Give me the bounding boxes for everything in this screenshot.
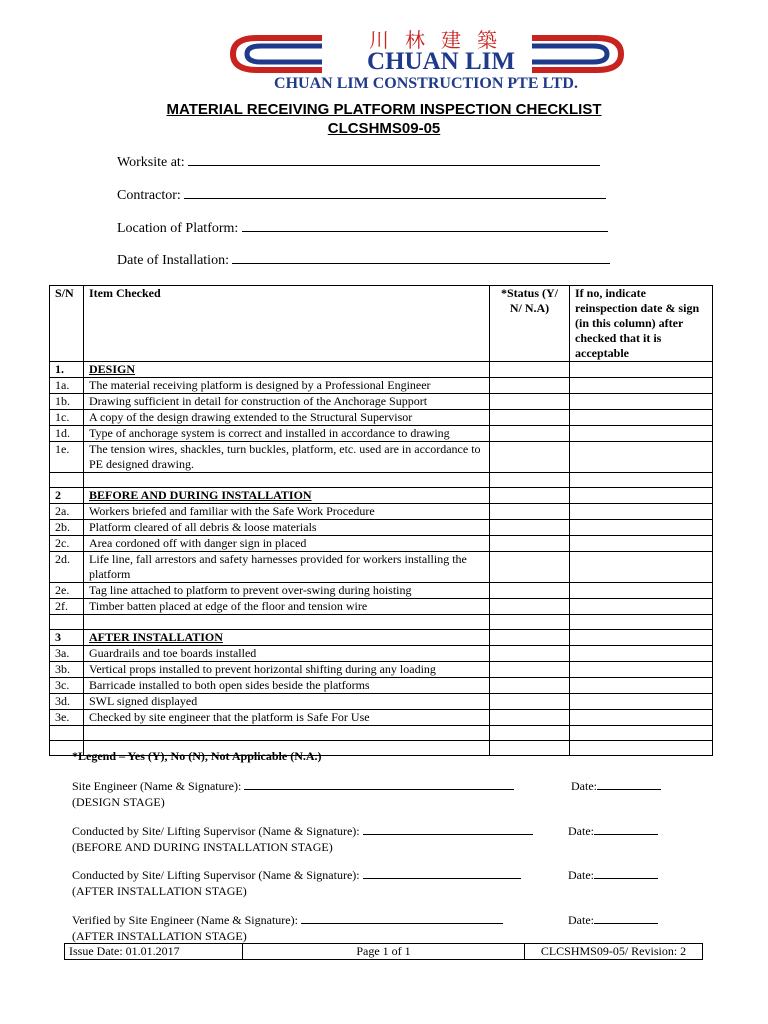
reinspection-cell[interactable] <box>570 662 713 678</box>
status-cell[interactable] <box>490 378 570 394</box>
status-cell[interactable] <box>490 442 570 473</box>
reinspection-cell[interactable] <box>570 630 713 646</box>
header-status: *Status (Y/ N/ N.A) <box>490 286 570 362</box>
status-cell[interactable] <box>490 710 570 726</box>
signature-label: Site Engineer (Name & Signature): <box>72 779 242 793</box>
row-item: The tension wires, shackles, turn buckles, platform, etc. used are in accordance to PE designed drawing. <box>84 442 490 473</box>
header-item-checked: Item Checked <box>84 286 490 362</box>
contractor-field[interactable] <box>117 186 606 204</box>
date-label: Date: <box>571 779 597 793</box>
location-input-line[interactable] <box>242 219 608 232</box>
worksite-input-line[interactable] <box>188 153 600 166</box>
status-cell[interactable] <box>490 362 570 378</box>
row-item: Platform cleared of all debris & loose materials <box>84 520 490 536</box>
blank-row <box>50 473 713 488</box>
row-sn <box>50 473 84 488</box>
status-cell[interactable] <box>490 646 570 662</box>
row-item: Life line, fall arrestors and safety harnesses provided for workers installing the platform <box>84 552 490 583</box>
reinspection-cell[interactable] <box>570 426 713 442</box>
row-item: A copy of the design drawing extended to the Structural Supervisor <box>84 410 490 426</box>
row-sn: 1c. <box>50 410 84 426</box>
signature-line[interactable] <box>363 823 533 835</box>
reinspection-cell[interactable] <box>570 394 713 410</box>
row-item: Guardrails and toe boards installed <box>84 646 490 662</box>
location-field[interactable] <box>117 219 608 237</box>
reinspection-cell[interactable] <box>570 504 713 520</box>
reinspection-cell[interactable] <box>570 520 713 536</box>
date-label: Date: <box>568 868 594 882</box>
document-footer <box>64 943 703 960</box>
section-title-cell <box>84 362 490 378</box>
date-field-before-during[interactable] <box>568 823 658 839</box>
table-row <box>50 662 713 678</box>
logo-company-name: CHUAN LIM CONSTRUCTION PTE LTD. <box>274 75 578 92</box>
row-sn: 3 <box>50 630 84 646</box>
signature-label: Conducted by Site/ Lifting Supervisor (Name & Signature): <box>72 868 360 882</box>
reinspection-cell[interactable] <box>570 678 713 694</box>
section-row <box>50 488 713 504</box>
table-row <box>50 504 713 520</box>
stage-label: (AFTER INSTALLATION STAGE) <box>72 884 247 898</box>
date-installation-label: Date of Installation: <box>117 253 229 268</box>
reinspection-cell[interactable] <box>570 378 713 394</box>
status-cell[interactable] <box>490 662 570 678</box>
date-installation-input-line[interactable] <box>232 251 610 264</box>
reinspection-cell[interactable] <box>570 710 713 726</box>
row-item: Type of anchorage system is correct and installed in accordance to drawing <box>84 426 490 442</box>
reinspection-cell[interactable] <box>570 488 713 504</box>
status-legend: *Legend – Yes (Y), No (N), Not Applicable (N.A.) <box>72 749 322 763</box>
table-row <box>50 710 713 726</box>
signature-block-design[interactable] <box>72 778 514 810</box>
table-row <box>50 520 713 536</box>
date-field-design[interactable] <box>571 778 661 794</box>
row-item: Area cordoned off with danger sign in placed <box>84 536 490 552</box>
row-item <box>84 726 490 741</box>
status-cell[interactable] <box>490 520 570 536</box>
section-row <box>50 630 713 646</box>
status-cell[interactable] <box>490 583 570 599</box>
row-sn: 2b. <box>50 520 84 536</box>
stage-label: (BEFORE AND DURING INSTALLATION STAGE) <box>72 840 333 854</box>
status-cell[interactable] <box>490 536 570 552</box>
row-item <box>84 473 490 488</box>
logo-name: CHUAN LIM <box>367 48 515 75</box>
status-cell[interactable] <box>490 599 570 615</box>
issue-date: Issue Date: 01.01.2017 <box>65 944 243 960</box>
stage-label: (DESIGN STAGE) <box>72 795 165 809</box>
reinspection-cell[interactable] <box>570 362 713 378</box>
reinspection-cell[interactable] <box>570 646 713 662</box>
status-cell[interactable] <box>490 726 570 741</box>
date-label: Date: <box>568 913 594 927</box>
section-title: BEFORE AND DURING INSTALLATION <box>89 488 312 502</box>
header-remarks: If no, indicate reinspection date & sign (in this column) after checked that it is acceptable <box>570 286 713 362</box>
row-sn: 1d. <box>50 426 84 442</box>
reinspection-cell[interactable] <box>570 694 713 710</box>
table-row <box>50 552 713 583</box>
status-cell[interactable] <box>490 504 570 520</box>
stage-label: (AFTER INSTALLATION STAGE) <box>72 929 247 943</box>
row-item: Workers briefed and familiar with the Safe Work Procedure <box>84 504 490 520</box>
status-cell[interactable] <box>490 552 570 583</box>
table-row <box>50 599 713 615</box>
row-item: The material receiving platform is designed by a Professional Engineer <box>84 378 490 394</box>
reinspection-cell[interactable] <box>570 583 713 599</box>
reinspection-cell[interactable] <box>570 552 713 583</box>
row-item <box>84 615 490 630</box>
table-row <box>50 646 713 662</box>
row-sn: 3a. <box>50 646 84 662</box>
revision-code: CLCSHMS09-05/ Revision: 2 <box>525 944 703 960</box>
status-cell[interactable] <box>490 615 570 630</box>
row-item: Barricade installed to both open sides beside the platforms <box>84 678 490 694</box>
signature-block-before-during[interactable] <box>72 823 533 855</box>
signature-label: Conducted by Site/ Lifting Supervisor (Name & Signature): <box>72 824 360 838</box>
status-cell[interactable] <box>490 741 570 756</box>
signature-label: Verified by Site Engineer (Name & Signature): <box>72 913 298 927</box>
date-installation-field[interactable] <box>117 251 610 269</box>
signature-line[interactable] <box>363 867 521 879</box>
location-label: Location of Platform: <box>117 221 239 236</box>
table-row <box>50 378 713 394</box>
section-title: AFTER INSTALLATION <box>89 630 223 644</box>
row-item: SWL signed displayed <box>84 694 490 710</box>
table-row <box>50 536 713 552</box>
document-code: CLCSHMS09-05 <box>327 120 441 137</box>
header-sn: S/N <box>50 286 84 362</box>
signature-block-after-install[interactable] <box>72 867 521 899</box>
reinspection-cell[interactable] <box>570 741 713 756</box>
row-sn: 2c. <box>50 536 84 552</box>
page-number: Page 1 of 1 <box>243 944 525 960</box>
table-row <box>50 583 713 599</box>
row-sn: 1. <box>50 362 84 378</box>
reinspection-cell[interactable] <box>570 442 713 473</box>
date-line[interactable] <box>597 778 661 790</box>
status-cell[interactable] <box>490 426 570 442</box>
table-row <box>50 410 713 426</box>
reinspection-cell[interactable] <box>570 536 713 552</box>
row-sn: 3b. <box>50 662 84 678</box>
table-row <box>50 442 713 473</box>
blank-row <box>50 615 713 630</box>
row-sn: 3e. <box>50 710 84 726</box>
status-cell[interactable] <box>490 678 570 694</box>
signature-block-verification[interactable] <box>72 912 503 944</box>
section-title: DESIGN <box>89 362 136 376</box>
page-title: MATERIAL RECEIVING PLATFORM INSPECTION CHECKLIST <box>166 101 602 118</box>
table-row <box>50 678 713 694</box>
contractor-input-line[interactable] <box>184 186 606 199</box>
status-cell[interactable] <box>490 694 570 710</box>
row-sn <box>50 726 84 741</box>
reinspection-cell[interactable] <box>570 726 713 741</box>
row-sn: 2 <box>50 488 84 504</box>
date-line[interactable] <box>594 823 658 835</box>
reinspection-cell[interactable] <box>570 599 713 615</box>
date-line[interactable] <box>594 912 658 924</box>
row-sn: 1e. <box>50 442 84 473</box>
row-sn: 2a. <box>50 504 84 520</box>
checklist-body <box>50 362 713 756</box>
company-logo <box>223 22 630 92</box>
table-row <box>50 694 713 710</box>
row-item: Timber batten placed at edge of the floor and tension wire <box>84 599 490 615</box>
table-row <box>50 394 713 410</box>
date-field-verification[interactable] <box>568 912 658 928</box>
status-cell[interactable] <box>490 630 570 646</box>
row-sn: 1b. <box>50 394 84 410</box>
reinspection-cell[interactable] <box>570 615 713 630</box>
status-cell[interactable] <box>490 394 570 410</box>
section-title-cell <box>84 488 490 504</box>
section-row <box>50 362 713 378</box>
status-cell[interactable] <box>490 410 570 426</box>
reinspection-cell[interactable] <box>570 410 713 426</box>
blank-row <box>50 726 713 741</box>
inspection-checklist-table <box>49 285 713 756</box>
status-cell[interactable] <box>490 473 570 488</box>
row-sn: 2d. <box>50 552 84 583</box>
logo-chinese-text: 川林建築 <box>369 28 513 52</box>
worksite-label: Worksite at: <box>117 155 185 170</box>
row-item: Vertical props installed to prevent horizontal shifting during any loading <box>84 662 490 678</box>
date-field-after-install[interactable] <box>568 867 658 883</box>
row-sn: 2e. <box>50 583 84 599</box>
row-sn: 3d. <box>50 694 84 710</box>
reinspection-cell[interactable] <box>570 473 713 488</box>
row-sn: 1a. <box>50 378 84 394</box>
status-cell[interactable] <box>490 488 570 504</box>
contractor-label: Contractor: <box>117 188 181 203</box>
worksite-field[interactable] <box>117 153 600 171</box>
row-sn <box>50 615 84 630</box>
table-header-row <box>50 286 713 362</box>
date-line[interactable] <box>594 867 658 879</box>
section-title-cell <box>84 630 490 646</box>
row-item: Checked by site engineer that the platform is Safe For Use <box>84 710 490 726</box>
row-item: Drawing sufficient in detail for construction of the Anchorage Support <box>84 394 490 410</box>
signature-line[interactable] <box>301 912 503 924</box>
signature-line[interactable] <box>244 778 514 790</box>
row-sn: 2f. <box>50 599 84 615</box>
row-item: Tag line attached to platform to prevent over-swing during hoisting <box>84 583 490 599</box>
row-sn: 3c. <box>50 678 84 694</box>
date-label: Date: <box>568 824 594 838</box>
table-row <box>50 426 713 442</box>
